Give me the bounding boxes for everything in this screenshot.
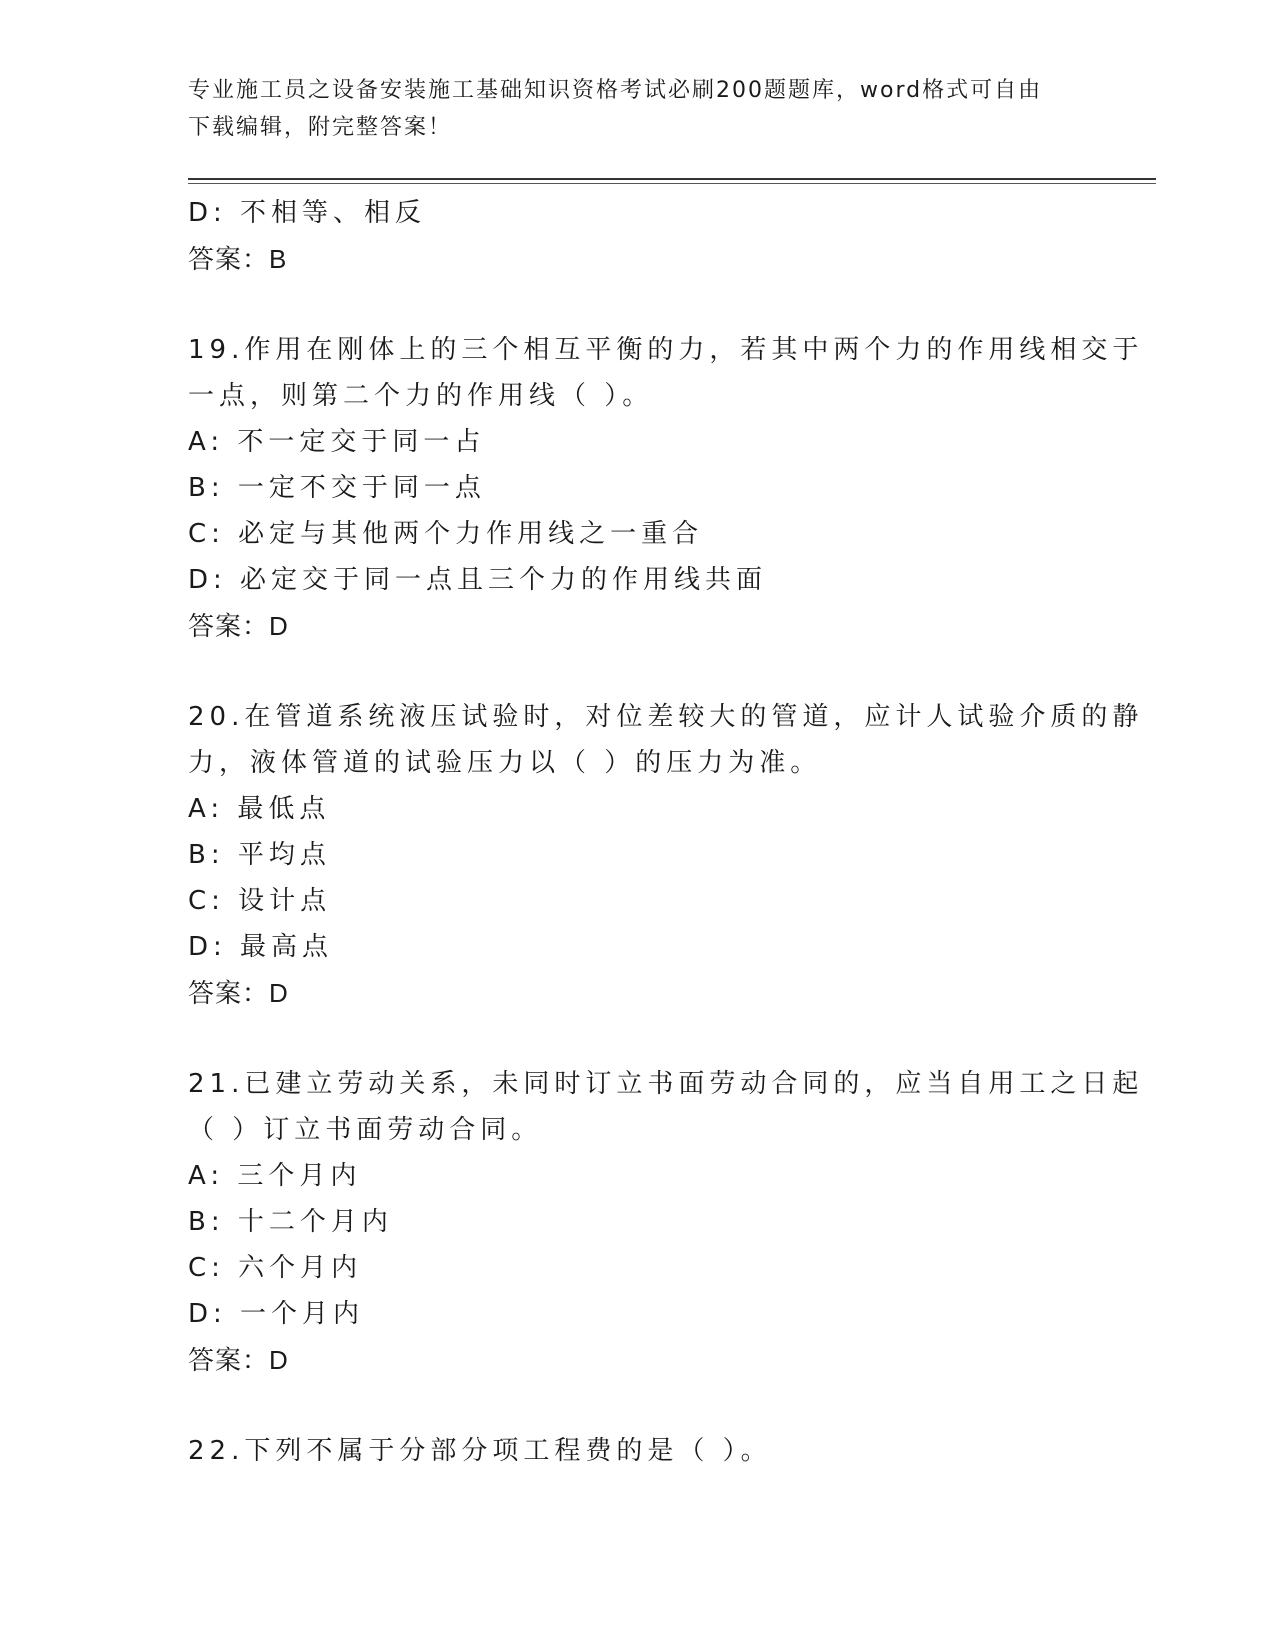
header-divider-thick bbox=[188, 178, 1156, 180]
option-a: A: 三个月内 bbox=[188, 1161, 362, 1191]
question-stem-line: 20.在管道系统液压试验时，对位差较大的管道，应计人试验介质的静 bbox=[188, 702, 1144, 732]
option-d: D: 不相等、相反 bbox=[188, 198, 427, 228]
answer-line: 答案：D bbox=[188, 978, 289, 1008]
option-a: A: 不一定交于同一占 bbox=[188, 427, 486, 457]
document-header bbox=[188, 72, 1078, 146]
spacer bbox=[188, 282, 1088, 327]
spacer bbox=[188, 1016, 1088, 1061]
option-d: D: 必定交于同一点且三个力的作用线共面 bbox=[188, 565, 768, 595]
answer-line: 答案：B bbox=[188, 244, 288, 274]
question-20 bbox=[188, 694, 1144, 1016]
answer-line: 答案：D bbox=[188, 1345, 289, 1375]
previous-question-tail bbox=[188, 190, 1088, 282]
question-21 bbox=[188, 1061, 1144, 1383]
question-stem-line: 一点，则第二个力的作用线（ ）。 bbox=[188, 381, 654, 411]
answer-line: 答案：D bbox=[188, 611, 289, 641]
header-divider-thin bbox=[188, 183, 1156, 184]
question-stem-line: 19.作用在刚体上的三个相互平衡的力，若其中两个力的作用线相交于 bbox=[188, 335, 1144, 365]
option-b: B: 十二个月内 bbox=[188, 1207, 393, 1237]
question-content bbox=[188, 190, 1144, 1474]
question-22 bbox=[188, 1428, 1088, 1474]
question-stem-line: 力，液体管道的试验压力以（ ）的压力为准。 bbox=[188, 748, 822, 778]
header-line-1: 专业施工员之设备安装施工基础知识资格考试必刷200题题库，word格式可自由 bbox=[188, 78, 1043, 103]
option-c: C: 六个月内 bbox=[188, 1253, 363, 1283]
question-19 bbox=[188, 327, 1144, 649]
header-line-2: 下载编辑，附完整答案！ bbox=[188, 115, 453, 140]
option-a: A: 最低点 bbox=[188, 794, 331, 824]
question-stem-line: （ ）订立书面劳动合同。 bbox=[188, 1115, 543, 1145]
option-d: D: 最高点 bbox=[188, 932, 334, 962]
question-stem-line: 21.已建立劳动关系，未同时订立书面劳动合同的，应当自用工之日起 bbox=[188, 1069, 1144, 1099]
spacer bbox=[188, 1383, 1088, 1428]
question-stem-line: 22.下列不属于分部分项工程费的是（ ）。 bbox=[188, 1436, 772, 1466]
option-c: C: 必定与其他两个力作用线之一重合 bbox=[188, 519, 704, 549]
option-c: C: 设计点 bbox=[188, 886, 332, 916]
option-b: B: 一定不交于同一点 bbox=[188, 473, 486, 503]
option-b: B: 平均点 bbox=[188, 840, 331, 870]
spacer bbox=[188, 649, 1088, 694]
option-d: D: 一个月内 bbox=[188, 1299, 365, 1329]
